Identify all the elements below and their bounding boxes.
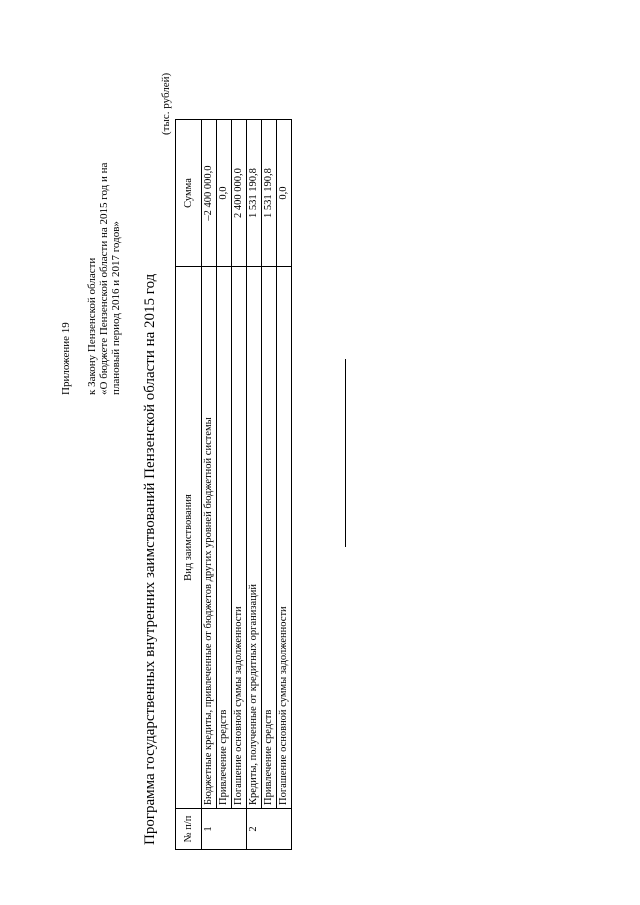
row-sum: 0,0 [217, 120, 232, 267]
table-row [217, 120, 232, 850]
table-header-row [176, 120, 202, 850]
row-type: Кредиты, полученные от кредитных организаций [247, 267, 262, 809]
row-type: Погашение основной суммы задолженности [232, 267, 247, 809]
header-num: № п/п [176, 809, 202, 850]
document-title: Программа государственных внутренних заимствований Пензенской области на 2015 год [142, 273, 158, 845]
row-type: Привлечение средств [217, 267, 232, 809]
row-sum: –2 400 000,0 [202, 120, 217, 267]
law-reference-line-1: к Закону Пензенской области [86, 257, 98, 395]
appendix-label: Приложение 19 [60, 322, 72, 395]
law-reference-line-2: «О бюджете Пензенской области на 2015 год и на [98, 162, 110, 395]
law-reference-line-3: плановый период 2016 и 2017 годов» [110, 221, 122, 395]
header-sum: Сумма [176, 120, 202, 267]
table-row [262, 120, 277, 850]
row-num: 2 [247, 809, 292, 850]
table-row [277, 120, 292, 850]
table-row [202, 120, 217, 850]
row-sum: 1 531 190,8 [262, 120, 277, 267]
row-num: 1 [202, 809, 247, 850]
closing-rule [345, 359, 346, 547]
row-sum: 0,0 [277, 120, 292, 267]
row-sum: 2 400 000,0 [232, 120, 247, 267]
units-label: (тыс. рублей) [160, 72, 172, 135]
borrowings-table [175, 119, 292, 850]
header-type: Вид заимствования [176, 267, 202, 809]
row-type: Привлечение средств [262, 267, 277, 809]
row-type: Бюджетные кредиты, привлеченные от бюджетов других уровней бюджетной системы [202, 267, 217, 809]
row-type: Погашение основной суммы задолженности [277, 267, 292, 809]
table-row [232, 120, 247, 850]
row-sum: 1 531 190,8 [247, 120, 262, 267]
table-row [247, 120, 262, 850]
